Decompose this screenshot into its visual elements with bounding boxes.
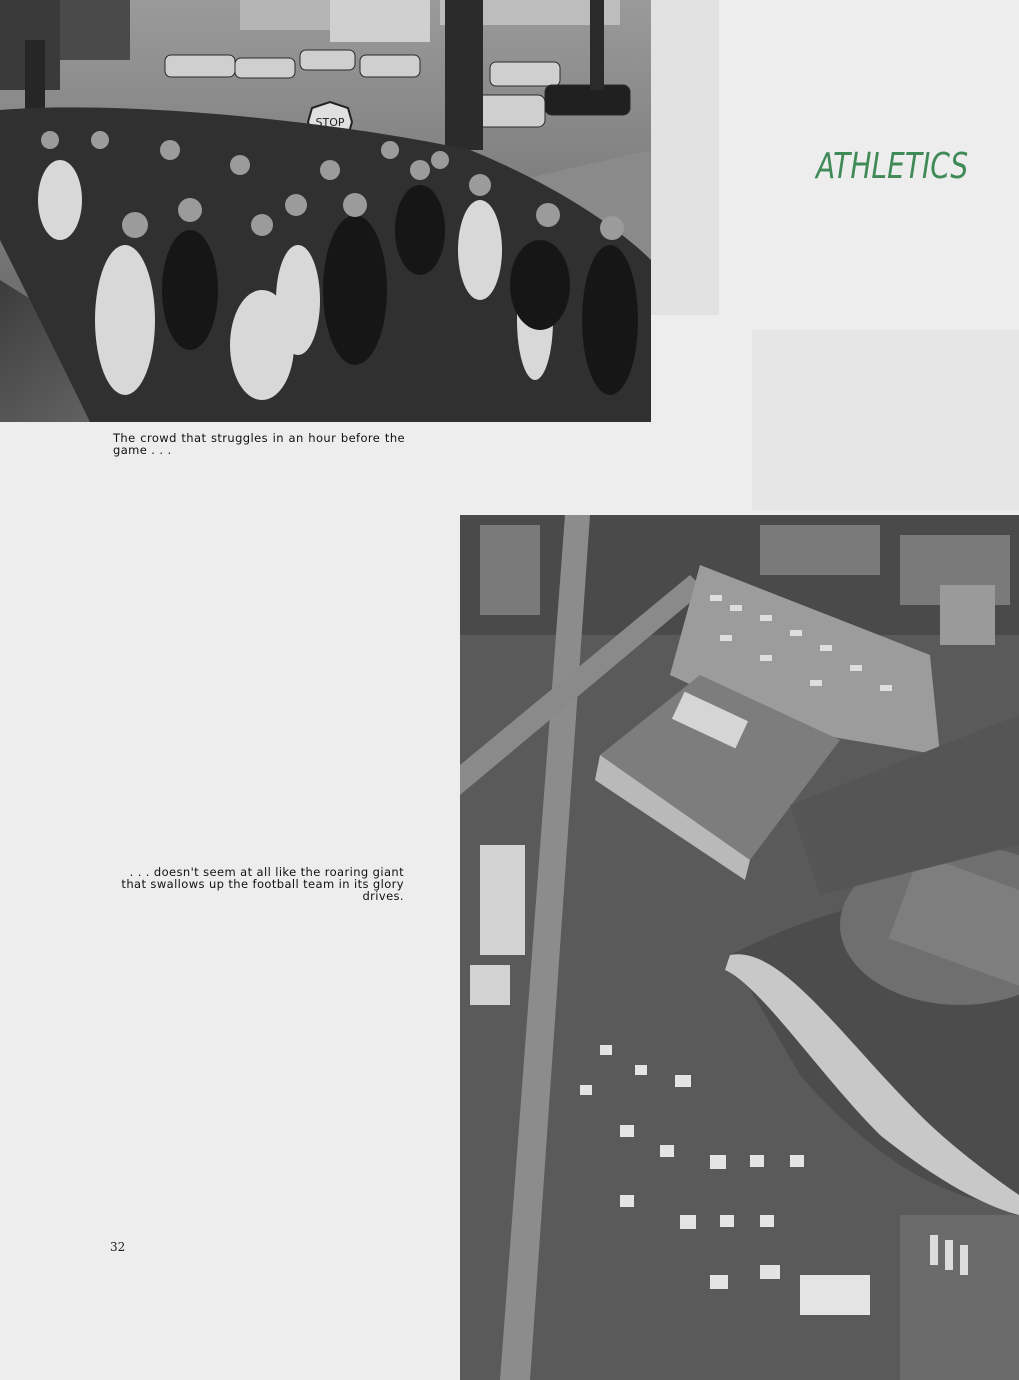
aerial-stadium-photo bbox=[460, 515, 1019, 1380]
paper-shade bbox=[651, 0, 719, 315]
page-number: 32 bbox=[110, 1240, 126, 1254]
aerial-photo-caption: . . . doesn't seem at all like the roaring giant that swallows up the football team in its glory drives. bbox=[121, 865, 404, 903]
section-title: ATHLETICS bbox=[816, 146, 969, 187]
paper-shade bbox=[752, 330, 1019, 510]
stop-sign-text: STOP bbox=[315, 116, 345, 129]
crowd-photo-caption: The crowd that struggles in an hour before the game . . . bbox=[113, 431, 405, 457]
crowd-photo bbox=[0, 0, 651, 422]
aerial-stadium-image bbox=[460, 515, 1019, 1380]
crowd-photo-image bbox=[0, 0, 651, 422]
